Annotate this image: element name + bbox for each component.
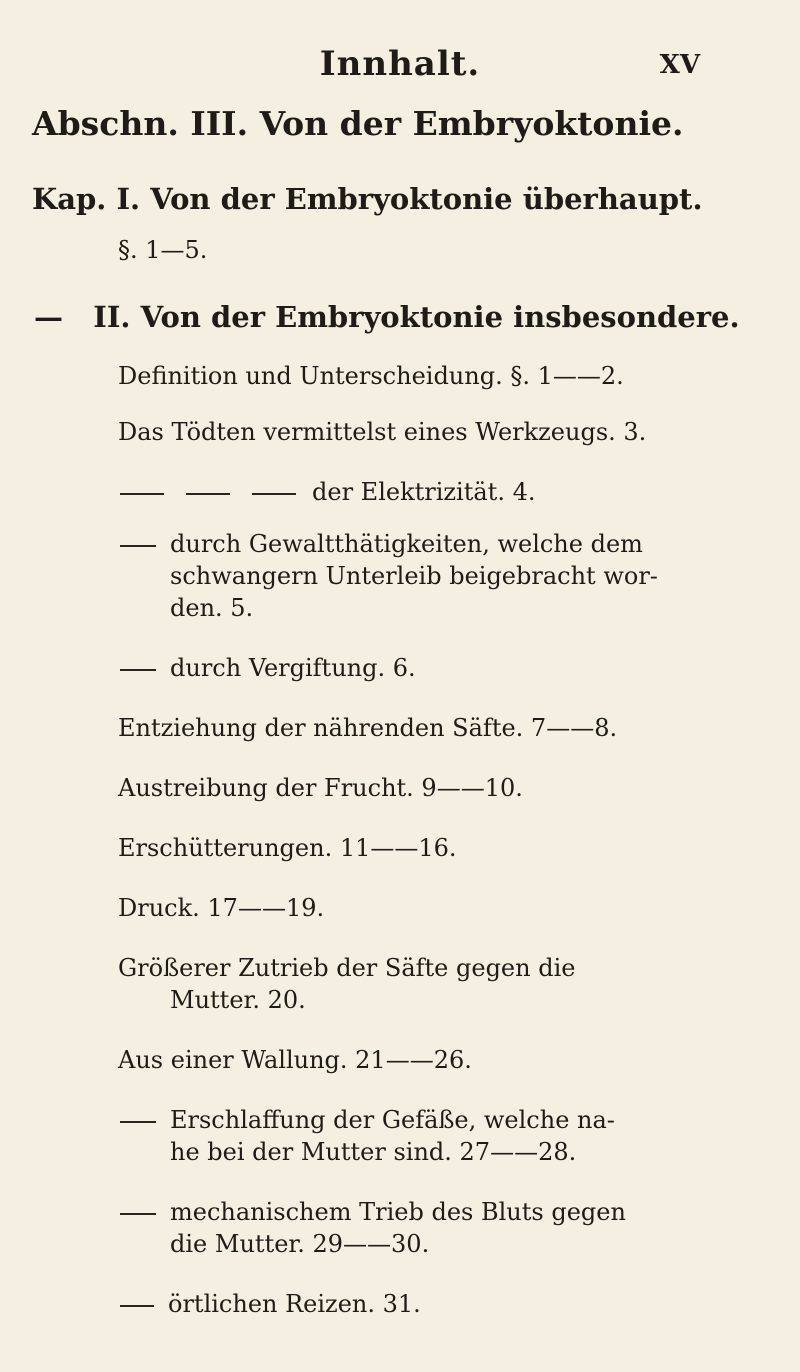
- toc-entry-cont: die Mutter. 29——30.: [170, 1230, 430, 1258]
- toc-entry-text: der Elektrizität. 4.: [312, 478, 536, 506]
- toc-entry-text: Erschlaffung der Gefäße, welche na-: [170, 1106, 615, 1134]
- ditto-dash: [120, 545, 156, 547]
- ditto-dash: [120, 1213, 156, 1215]
- header-title: Innhalt.: [319, 44, 481, 84]
- toc-entry-cont: den. 5.: [170, 594, 254, 622]
- toc-entry-text: örtlichen Reizen. 31.: [168, 1290, 421, 1318]
- toc-entry: [120, 478, 535, 506]
- toc-entry: Entziehung der nährenden Säfte. 7——8.: [118, 714, 618, 742]
- ditto-dash: [120, 1121, 156, 1123]
- toc-entry-text: durch Gewaltthätigkeiten, welche dem: [170, 530, 643, 558]
- toc-entry: Aus einer Wallung. 21——26.: [118, 1046, 472, 1074]
- ditto-dash: [120, 493, 164, 495]
- toc-entry: [120, 654, 416, 682]
- toc-entry: [120, 530, 643, 558]
- toc-entry-cont: Mutter. 20.: [170, 986, 306, 1014]
- toc-entry-cont: he bei der Mutter sind. 27——28.: [170, 1138, 577, 1166]
- toc-entry: [120, 1198, 626, 1226]
- ditto-dash: [120, 669, 156, 671]
- ditto-dash: [186, 493, 230, 495]
- toc-entry: Austreibung der Frucht. 9——10.: [118, 774, 523, 802]
- ditto-dash: [252, 493, 296, 495]
- chapter-2-dash: —: [34, 300, 63, 334]
- toc-entry-cont: schwangern Unterleib beigebracht wor-: [170, 562, 658, 590]
- toc-entry: Größerer Zutrieb der Säfte gegen die: [118, 954, 576, 982]
- running-header: [0, 44, 800, 94]
- toc-entry: [120, 1290, 421, 1318]
- section-heading: Abschn. III. Von der Embryoktonie.: [32, 104, 684, 143]
- toc-entry: Definition und Unterscheidung. §. 1——2.: [118, 362, 624, 390]
- chapter-1-heading: [32, 182, 703, 216]
- chapter-1-range: §. 1—5.: [118, 236, 208, 264]
- toc-entry-text: durch Vergiftung. 6.: [170, 654, 416, 682]
- chapter-2-title: Von der Embryoktonie insbesondere.: [140, 300, 740, 334]
- chapter-1-title: Von der Embryoktonie überhaupt.: [150, 182, 703, 216]
- toc-entry: Erschütterungen. 11——16.: [118, 834, 457, 862]
- toc-entry: [120, 1106, 615, 1134]
- toc-entry: Das Tödten vermittelst eines Werkzeugs. 3.: [118, 418, 647, 446]
- ditto-dash: [120, 1305, 154, 1307]
- toc-entry: Druck. 17——19.: [118, 894, 325, 922]
- toc-entry-text: mechanischem Trieb des Bluts gegen: [170, 1198, 626, 1226]
- chapter-2-heading: [34, 300, 740, 334]
- chapter-1-label: Kap. I.: [32, 182, 141, 216]
- chapter-2-label: II.: [93, 300, 131, 334]
- page-number: XV: [659, 50, 700, 80]
